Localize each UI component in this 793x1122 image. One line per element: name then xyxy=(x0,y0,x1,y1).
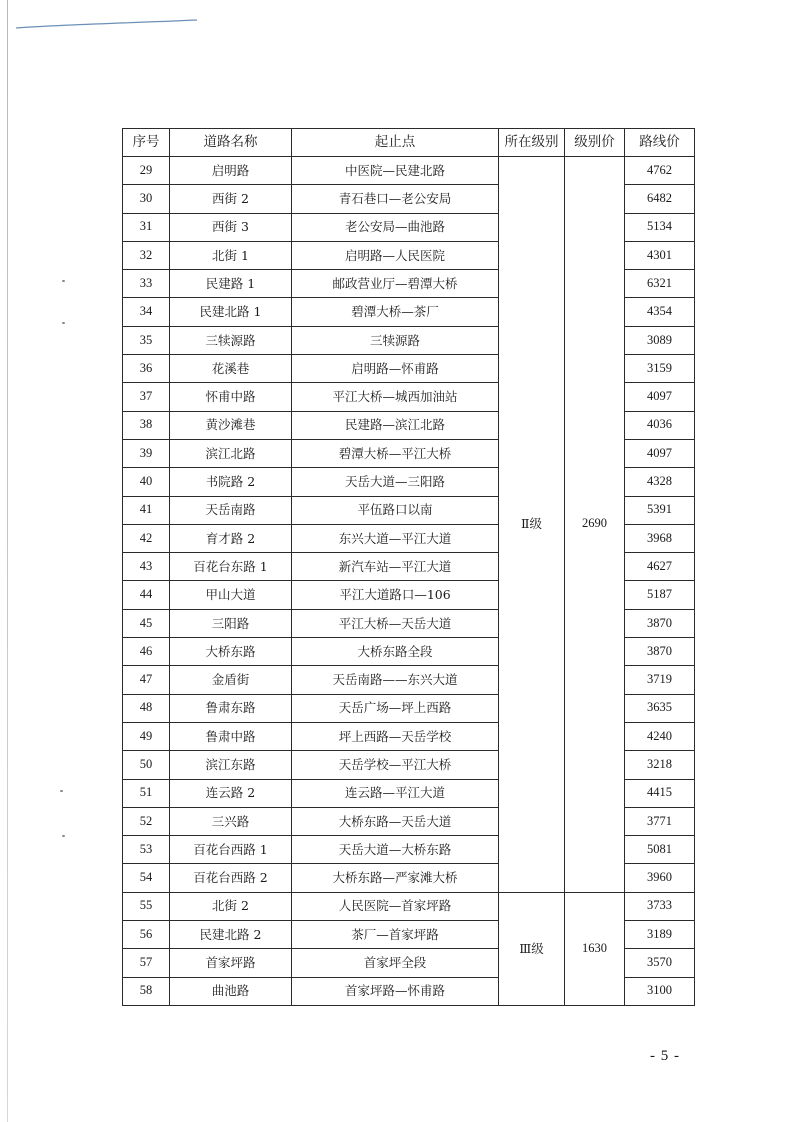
cell-road-price: 5134 xyxy=(625,213,695,241)
cell-range: 茶厂—首家坪路 xyxy=(292,921,499,949)
cell-no: 34 xyxy=(123,298,170,326)
cell-road-name: 金盾街 xyxy=(170,666,292,694)
cell-road-name: 民建北路 2 xyxy=(170,921,292,949)
cell-range: 坪上西路—天岳学校 xyxy=(292,722,499,750)
cell-road-name: 启明路 xyxy=(170,157,292,185)
cell-no: 42 xyxy=(123,524,170,552)
cell-range: 碧潭大桥—平江大桥 xyxy=(292,439,499,467)
cell-road-name: 西街 3 xyxy=(170,213,292,241)
scan-speck xyxy=(62,835,65,837)
cell-range: 天岳大道—大桥东路 xyxy=(292,836,499,864)
cell-road-price: 3733 xyxy=(625,892,695,920)
cell-road-name: 鲁肃东路 xyxy=(170,694,292,722)
cell-no: 31 xyxy=(123,213,170,241)
cell-no: 51 xyxy=(123,779,170,807)
header-cell-road-price: 路线价 xyxy=(625,129,695,157)
cell-road-price: 3570 xyxy=(625,949,695,977)
cell-no: 37 xyxy=(123,383,170,411)
cell-road-price: 5187 xyxy=(625,581,695,609)
cell-no: 40 xyxy=(123,468,170,496)
cell-range: 碧潭大桥—茶厂 xyxy=(292,298,499,326)
cell-road-name: 大桥东路 xyxy=(170,638,292,666)
cell-no: 39 xyxy=(123,439,170,467)
cell-range: 首家坪全段 xyxy=(292,949,499,977)
header-cell-level-price: 级别价 xyxy=(565,129,625,157)
cell-road-name: 连云路 2 xyxy=(170,779,292,807)
cell-range: 平江大桥—天岳大道 xyxy=(292,609,499,637)
cell-range: 天岳广场—坪上西路 xyxy=(292,694,499,722)
cell-no: 53 xyxy=(123,836,170,864)
cell-road-name: 三兴路 xyxy=(170,807,292,835)
cell-road-name: 天岳南路 xyxy=(170,496,292,524)
cell-no: 56 xyxy=(123,921,170,949)
cell-range: 平江大桥—城西加油站 xyxy=(292,383,499,411)
cell-road-price: 4627 xyxy=(625,553,695,581)
cell-level-price: 2690 xyxy=(565,157,625,893)
cell-road-name: 怀甫中路 xyxy=(170,383,292,411)
cell-no: 32 xyxy=(123,241,170,269)
cell-range: 启明路—怀甫路 xyxy=(292,355,499,383)
scan-speck xyxy=(62,322,65,324)
cell-no: 55 xyxy=(123,892,170,920)
road-price-table xyxy=(122,128,695,1006)
cell-road-name: 西街 2 xyxy=(170,185,292,213)
cell-road-price: 4328 xyxy=(625,468,695,496)
cell-road-price: 5081 xyxy=(625,836,695,864)
cell-range: 三犊源路 xyxy=(292,326,499,354)
table-row xyxy=(123,892,695,920)
cell-no: 46 xyxy=(123,638,170,666)
cell-no: 49 xyxy=(123,722,170,750)
cell-road-name: 民建路 1 xyxy=(170,270,292,298)
cell-range: 邮政营业厅—碧潭大桥 xyxy=(292,270,499,298)
cell-road-price: 4762 xyxy=(625,157,695,185)
cell-road-price: 3960 xyxy=(625,864,695,892)
cell-road-price: 3635 xyxy=(625,694,695,722)
header-cell-road-name: 道路名称 xyxy=(170,129,292,157)
cell-range: 大桥东路—天岳大道 xyxy=(292,807,499,835)
cell-no: 36 xyxy=(123,355,170,383)
cell-range: 平江大道路口—106 xyxy=(292,581,499,609)
cell-road-price: 3968 xyxy=(625,524,695,552)
cell-no: 44 xyxy=(123,581,170,609)
cell-road-name: 育才路 2 xyxy=(170,524,292,552)
scan-pen-mark xyxy=(14,12,199,34)
cell-road-price: 3218 xyxy=(625,751,695,779)
cell-range: 天岳学校—平江大桥 xyxy=(292,751,499,779)
cell-no: 54 xyxy=(123,864,170,892)
cell-no: 30 xyxy=(123,185,170,213)
scan-edge-line xyxy=(7,0,8,1122)
cell-range: 新汽车站—平江大道 xyxy=(292,553,499,581)
cell-road-price: 5391 xyxy=(625,496,695,524)
cell-road-name: 黄沙滩巷 xyxy=(170,411,292,439)
cell-range: 大桥东路全段 xyxy=(292,638,499,666)
cell-range: 平伍路口以南 xyxy=(292,496,499,524)
cell-range: 中医院—民建北路 xyxy=(292,157,499,185)
cell-no: 43 xyxy=(123,553,170,581)
cell-road-name: 北街 1 xyxy=(170,241,292,269)
cell-road-price: 6321 xyxy=(625,270,695,298)
cell-no: 35 xyxy=(123,326,170,354)
cell-no: 58 xyxy=(123,977,170,1005)
cell-no: 50 xyxy=(123,751,170,779)
cell-range: 民建路—滨江北路 xyxy=(292,411,499,439)
cell-road-name: 书院路 2 xyxy=(170,468,292,496)
cell-no: 57 xyxy=(123,949,170,977)
cell-road-price: 4036 xyxy=(625,411,695,439)
cell-road-price: 4354 xyxy=(625,298,695,326)
cell-road-name: 百花台东路 1 xyxy=(170,553,292,581)
cell-road-price: 3771 xyxy=(625,807,695,835)
cell-range: 人民医院—首家坪路 xyxy=(292,892,499,920)
cell-road-price: 4415 xyxy=(625,779,695,807)
cell-road-price: 3870 xyxy=(625,609,695,637)
cell-no: 33 xyxy=(123,270,170,298)
cell-road-name: 三阳路 xyxy=(170,609,292,637)
cell-road-price: 4097 xyxy=(625,439,695,467)
cell-road-price: 4301 xyxy=(625,241,695,269)
cell-road-price: 3159 xyxy=(625,355,695,383)
cell-no: 29 xyxy=(123,157,170,185)
cell-range: 天岳大道—三阳路 xyxy=(292,468,499,496)
cell-road-name: 北街 2 xyxy=(170,892,292,920)
cell-range: 天岳南路——东兴大道 xyxy=(292,666,499,694)
cell-road-name: 百花台西路 2 xyxy=(170,864,292,892)
table-header-row xyxy=(123,129,695,157)
cell-road-name: 首家坪路 xyxy=(170,949,292,977)
cell-range: 连云路—平江大道 xyxy=(292,779,499,807)
cell-no: 45 xyxy=(123,609,170,637)
cell-range: 启明路—人民医院 xyxy=(292,241,499,269)
cell-range: 老公安局—曲池路 xyxy=(292,213,499,241)
cell-road-name: 民建北路 1 xyxy=(170,298,292,326)
header-cell-range: 起止点 xyxy=(292,129,499,157)
cell-no: 41 xyxy=(123,496,170,524)
table-row xyxy=(123,157,695,185)
cell-road-name: 滨江东路 xyxy=(170,751,292,779)
cell-range: 首家坪路—怀甫路 xyxy=(292,977,499,1005)
cell-road-name: 百花台西路 1 xyxy=(170,836,292,864)
cell-road-price: 3089 xyxy=(625,326,695,354)
cell-level: Ⅲ级 xyxy=(499,892,565,1005)
cell-road-name: 甲山大道 xyxy=(170,581,292,609)
cell-road-price: 3100 xyxy=(625,977,695,1005)
cell-road-price: 3189 xyxy=(625,921,695,949)
table-body xyxy=(123,157,695,1006)
cell-road-price: 6482 xyxy=(625,185,695,213)
header-cell-level: 所在级别 xyxy=(499,129,565,157)
scan-speck xyxy=(60,790,63,792)
cell-range: 青石巷口—老公安局 xyxy=(292,185,499,213)
header-cell-no: 序号 xyxy=(123,129,170,157)
cell-road-name: 三犊源路 xyxy=(170,326,292,354)
cell-no: 47 xyxy=(123,666,170,694)
cell-road-price: 3719 xyxy=(625,666,695,694)
cell-road-price: 3870 xyxy=(625,638,695,666)
cell-level-price: 1630 xyxy=(565,892,625,1005)
cell-level: Ⅱ级 xyxy=(499,157,565,893)
page-number: - 5 - xyxy=(650,1048,680,1064)
cell-road-name: 曲池路 xyxy=(170,977,292,1005)
cell-no: 52 xyxy=(123,807,170,835)
cell-range: 东兴大道—平江大道 xyxy=(292,524,499,552)
cell-road-price: 4097 xyxy=(625,383,695,411)
cell-road-name: 花溪巷 xyxy=(170,355,292,383)
cell-no: 48 xyxy=(123,694,170,722)
cell-range: 大桥东路—严家滩大桥 xyxy=(292,864,499,892)
cell-road-name: 鲁肃中路 xyxy=(170,722,292,750)
cell-road-name: 滨江北路 xyxy=(170,439,292,467)
cell-road-price: 4240 xyxy=(625,722,695,750)
cell-no: 38 xyxy=(123,411,170,439)
scan-speck xyxy=(62,280,65,282)
